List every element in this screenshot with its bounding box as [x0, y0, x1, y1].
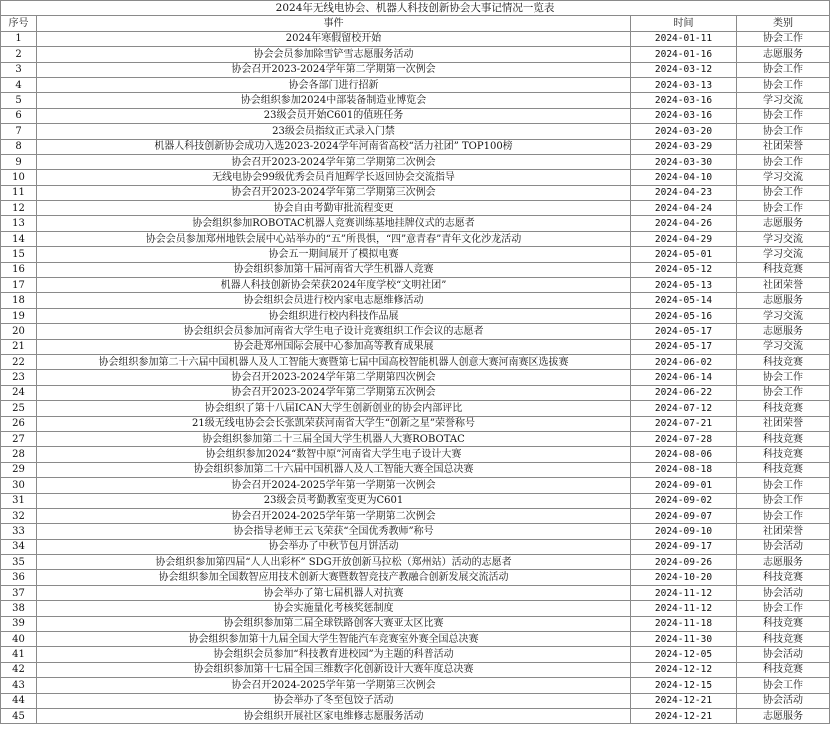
row-index: 2: [1, 47, 37, 62]
row-index: 41: [1, 647, 37, 662]
row-index: 19: [1, 308, 37, 323]
table-row: [1, 508, 830, 523]
row-time: 2024-12-21: [631, 708, 737, 723]
row-event: 机器人科技创新协会荣获2024年度学校“文明社团”: [37, 278, 631, 293]
row-event: 协会组织参加第二届全球铁路创客大赛亚太区比赛: [37, 616, 631, 631]
row-event: 协会各部门进行招新: [37, 77, 631, 92]
header-time: 时间: [631, 16, 737, 31]
row-event: 协会组织会员参加“科技教育进校园”为主题的科普活动: [37, 647, 631, 662]
row-time: 2024-11-12: [631, 601, 737, 616]
row-index: 13: [1, 216, 37, 231]
row-category: 协会工作: [737, 508, 830, 523]
row-index: 33: [1, 524, 37, 539]
row-index: 35: [1, 555, 37, 570]
row-event: 机器人科技创新协会成功入选2023-2024学年河南省高校“活力社团” TOP100榜: [37, 139, 631, 154]
row-time: 2024-10-20: [631, 570, 737, 585]
row-event: 协会举办了冬至包饺子活动: [37, 693, 631, 708]
row-time: 2024-12-21: [631, 693, 737, 708]
row-index: 44: [1, 693, 37, 708]
row-time: 2024-06-14: [631, 370, 737, 385]
row-category: 科技竞赛: [737, 431, 830, 446]
row-event: 协会召开2023-2024学年第二学期第五次例会: [37, 385, 631, 400]
row-event: 协会会员参加郑州地铁会展中心站举办的“五”所畏惧，“四”意青春”青年文化沙龙活动: [37, 231, 631, 246]
row-event: 协会五一期间展开了模拟电赛: [37, 247, 631, 262]
row-event: 协会实施量化考核奖惩制度: [37, 601, 631, 616]
row-category: 协会工作: [737, 154, 830, 169]
row-event: 协会组织参加第二十六届中国机器人及人工智能大赛暨第七届中国高校智能机器人创意大赛河南赛区选拔赛: [37, 354, 631, 369]
row-time: 2024-07-28: [631, 431, 737, 446]
row-category: 协会工作: [737, 201, 830, 216]
row-category: 科技竞赛: [737, 262, 830, 277]
row-time: 2024-04-10: [631, 170, 737, 185]
table-row: [1, 678, 830, 693]
row-event: 23级会员考勤教室变更为C601: [37, 493, 631, 508]
header-category: 类别: [737, 16, 830, 31]
table-row: [1, 632, 830, 647]
table-row: [1, 708, 830, 723]
row-category: 协会工作: [737, 124, 830, 139]
row-index: 8: [1, 139, 37, 154]
row-event: 协会指导老师王云飞荣获“全国优秀教师”称号: [37, 524, 631, 539]
row-time: 2024-04-23: [631, 185, 737, 200]
row-event: 协会召开2023-2024学年第二学期第一次例会: [37, 62, 631, 77]
row-index: 27: [1, 431, 37, 446]
row-category: 学习交流: [737, 339, 830, 354]
table-row: [1, 247, 830, 262]
table-row: [1, 478, 830, 493]
row-time: 2024-03-13: [631, 77, 737, 92]
row-index: 31: [1, 493, 37, 508]
row-index: 3: [1, 62, 37, 77]
table-body: [1, 31, 830, 724]
row-index: 10: [1, 170, 37, 185]
row-event: 协会组织参加第二十六届中国机器人及人工智能大赛全国总决赛: [37, 462, 631, 477]
row-index: 23: [1, 370, 37, 385]
row-category: 协会工作: [737, 478, 830, 493]
row-time: 2024-09-01: [631, 478, 737, 493]
row-index: 20: [1, 324, 37, 339]
row-time: 2024-09-10: [631, 524, 737, 539]
table-row: [1, 201, 830, 216]
table-row: [1, 139, 830, 154]
table-row: [1, 555, 830, 570]
row-index: 40: [1, 632, 37, 647]
row-event: 协会组织进行校内科技作品展: [37, 308, 631, 323]
table-row: [1, 370, 830, 385]
row-category: 学习交流: [737, 247, 830, 262]
row-time: 2024-11-12: [631, 585, 737, 600]
row-category: 志愿服务: [737, 293, 830, 308]
row-category: 协会工作: [737, 678, 830, 693]
row-index: 14: [1, 231, 37, 246]
table-row: [1, 93, 830, 108]
row-event: 协会组织参加第十届河南省大学生机器人竞赛: [37, 262, 631, 277]
row-event: 协会组织参加第十七届全国三维数字化创新设计大赛年度总决赛: [37, 662, 631, 677]
row-time: 2024-09-26: [631, 555, 737, 570]
row-event: 协会组织参加全国数智应用技术创新大赛暨数智竞技产教融合创新发展交流活动: [37, 570, 631, 585]
row-event: 协会召开2024-2025学年第一学期第二次例会: [37, 508, 631, 523]
table-row: [1, 662, 830, 677]
header-index: 序号: [1, 16, 37, 31]
row-event: 协会组织参加第四届“人人出彩杯” SDG开放创新马拉松（郑州站）活动的志愿者: [37, 555, 631, 570]
table-row: [1, 524, 830, 539]
row-index: 21: [1, 339, 37, 354]
table-row: [1, 616, 830, 631]
table-row: [1, 493, 830, 508]
row-time: 2024-09-02: [631, 493, 737, 508]
row-event: 2024年寒假留校开始: [37, 31, 631, 46]
row-category: 协会活动: [737, 647, 830, 662]
table-row: [1, 124, 830, 139]
row-index: 28: [1, 447, 37, 462]
row-event: 协会召开2024-2025学年第一学期第一次例会: [37, 478, 631, 493]
row-event: 协会组织参加ROBOTAC机器人竞赛训练基地挂牌仪式的志愿者: [37, 216, 631, 231]
row-index: 30: [1, 478, 37, 493]
row-index: 22: [1, 354, 37, 369]
row-time: 2024-08-18: [631, 462, 737, 477]
row-index: 43: [1, 678, 37, 693]
row-time: 2024-05-13: [631, 278, 737, 293]
row-event: 协会赴郑州国际会展中心参加高等教育成果展: [37, 339, 631, 354]
row-index: 36: [1, 570, 37, 585]
row-time: 2024-06-22: [631, 385, 737, 400]
table-row: [1, 385, 830, 400]
table-row: [1, 339, 830, 354]
row-index: 25: [1, 401, 37, 416]
row-time: 2024-05-17: [631, 339, 737, 354]
row-time: 2024-04-26: [631, 216, 737, 231]
row-category: 志愿服务: [737, 47, 830, 62]
row-time: 2024-05-14: [631, 293, 737, 308]
row-event: 21级无线电协会会长张凯荣获河南省大学生“创新之星”荣誉称号: [37, 416, 631, 431]
row-event: 协会召开2023-2024学年第二学期第四次例会: [37, 370, 631, 385]
table-row: [1, 170, 830, 185]
row-time: 2024-01-11: [631, 31, 737, 46]
row-time: 2024-08-06: [631, 447, 737, 462]
row-index: 34: [1, 539, 37, 554]
row-category: 科技竞赛: [737, 616, 830, 631]
row-time: 2024-12-05: [631, 647, 737, 662]
table-row: [1, 293, 830, 308]
row-time: 2024-05-16: [631, 308, 737, 323]
table-row: [1, 585, 830, 600]
row-category: 科技竞赛: [737, 354, 830, 369]
row-time: 2024-11-30: [631, 632, 737, 647]
row-index: 11: [1, 185, 37, 200]
row-category: 社团荣誉: [737, 524, 830, 539]
row-event: 无线电协会99级优秀会员肖旭辉学长返回协会交流指导: [37, 170, 631, 185]
row-event: 协会举办了第七届机器人对抗赛: [37, 585, 631, 600]
row-time: 2024-03-12: [631, 62, 737, 77]
row-category: 科技竞赛: [737, 632, 830, 647]
row-time: 2024-03-29: [631, 139, 737, 154]
row-event: 23级会员开始C601的值班任务: [37, 108, 631, 123]
row-event: 协会组织参加第十九届全国大学生智能汽车竞赛室外赛全国总决赛: [37, 632, 631, 647]
row-category: 协会活动: [737, 693, 830, 708]
table-row: [1, 278, 830, 293]
row-category: 协会活动: [737, 585, 830, 600]
table-row: [1, 216, 830, 231]
row-time: 2024-03-20: [631, 124, 737, 139]
table-row: [1, 401, 830, 416]
table-row: [1, 231, 830, 246]
table-row: [1, 62, 830, 77]
row-index: 16: [1, 262, 37, 277]
row-index: 42: [1, 662, 37, 677]
row-category: 科技竞赛: [737, 662, 830, 677]
table-row: [1, 647, 830, 662]
table-row: [1, 431, 830, 446]
row-event: 协会组织参加第二十三届全国大学生机器人大赛ROBOTAC: [37, 431, 631, 446]
row-time: 2024-05-12: [631, 262, 737, 277]
row-category: 学习交流: [737, 170, 830, 185]
row-event: 协会召开2023-2024学年第二学期第三次例会: [37, 185, 631, 200]
row-index: 7: [1, 124, 37, 139]
table-row: [1, 539, 830, 554]
row-time: 2024-03-16: [631, 108, 737, 123]
row-category: 志愿服务: [737, 216, 830, 231]
row-time: 2024-09-17: [631, 539, 737, 554]
row-time: 2024-06-02: [631, 354, 737, 369]
row-time: 2024-09-07: [631, 508, 737, 523]
row-index: 1: [1, 31, 37, 46]
table-row: [1, 447, 830, 462]
table-row: [1, 693, 830, 708]
row-index: 45: [1, 708, 37, 723]
table-title: 2024年无线电协会、机器人科技创新协会大事记情况一览表: [1, 1, 830, 16]
table-row: [1, 47, 830, 62]
row-index: 5: [1, 93, 37, 108]
row-category: 协会工作: [737, 493, 830, 508]
row-event: 协会组织了第十八届ICAN大学生创新创业的协会内部评比: [37, 401, 631, 416]
row-category: 学习交流: [737, 308, 830, 323]
row-category: 协会工作: [737, 185, 830, 200]
table-row: [1, 462, 830, 477]
table-row: [1, 108, 830, 123]
row-time: 2024-05-17: [631, 324, 737, 339]
row-index: 26: [1, 416, 37, 431]
table-row: [1, 570, 830, 585]
row-category: 协会工作: [737, 601, 830, 616]
row-category: 科技竞赛: [737, 570, 830, 585]
row-event: 协会组织参加2024中部装备制造业博览会: [37, 93, 631, 108]
table-row: [1, 308, 830, 323]
row-time: 2024-04-24: [631, 201, 737, 216]
row-category: 科技竞赛: [737, 401, 830, 416]
row-time: 2024-05-01: [631, 247, 737, 262]
row-index: 38: [1, 601, 37, 616]
row-category: 社团荣誉: [737, 278, 830, 293]
row-category: 协会工作: [737, 31, 830, 46]
row-index: 24: [1, 385, 37, 400]
row-category: 志愿服务: [737, 555, 830, 570]
row-event: 协会召开2023-2024学年第二学期第二次例会: [37, 154, 631, 169]
table-row: [1, 77, 830, 92]
row-category: 协会工作: [737, 62, 830, 77]
row-event: 23级会员指纹正式录入门禁: [37, 124, 631, 139]
row-time: 2024-04-29: [631, 231, 737, 246]
row-event: 协会举办了中秋节包月饼活动: [37, 539, 631, 554]
row-index: 29: [1, 462, 37, 477]
row-event: 协会自由考勤审批流程变更: [37, 201, 631, 216]
row-event: 协会组织开展社区家电维修志愿服务活动: [37, 708, 631, 723]
row-index: 9: [1, 154, 37, 169]
row-event: 协会组织会员参加河南省大学生电子设计竞赛组织工作会议的志愿者: [37, 324, 631, 339]
table-row: [1, 262, 830, 277]
row-time: 2024-03-30: [631, 154, 737, 169]
table-row: [1, 185, 830, 200]
row-category: 协会活动: [737, 539, 830, 554]
row-category: 社团荣誉: [737, 139, 830, 154]
table-row: [1, 416, 830, 431]
table-row: [1, 354, 830, 369]
table-row: [1, 601, 830, 616]
row-index: 12: [1, 201, 37, 216]
row-event: 协会会员参加除雪铲雪志愿服务活动: [37, 47, 631, 62]
row-event: 协会组织会员进行校内家电志愿维修活动: [37, 293, 631, 308]
row-time: 2024-12-15: [631, 678, 737, 693]
row-category: 志愿服务: [737, 708, 830, 723]
row-index: 32: [1, 508, 37, 523]
row-category: 社团荣誉: [737, 416, 830, 431]
row-index: 39: [1, 616, 37, 631]
row-category: 学习交流: [737, 93, 830, 108]
row-time: 2024-12-12: [631, 662, 737, 677]
table-row: [1, 31, 830, 46]
row-category: 学习交流: [737, 231, 830, 246]
row-index: 6: [1, 108, 37, 123]
row-category: 协会工作: [737, 370, 830, 385]
row-index: 37: [1, 585, 37, 600]
row-time: 2024-07-21: [631, 416, 737, 431]
row-category: 科技竞赛: [737, 447, 830, 462]
row-category: 志愿服务: [737, 324, 830, 339]
row-category: 协会工作: [737, 108, 830, 123]
row-index: 15: [1, 247, 37, 262]
row-time: 2024-01-16: [631, 47, 737, 62]
row-category: 科技竞赛: [737, 462, 830, 477]
row-index: 4: [1, 77, 37, 92]
row-time: 2024-03-16: [631, 93, 737, 108]
row-index: 17: [1, 278, 37, 293]
table-row: [1, 324, 830, 339]
row-event: 协会组织参加2024“数智中原”河南省大学生电子设计大赛: [37, 447, 631, 462]
row-index: 18: [1, 293, 37, 308]
table-row: [1, 154, 830, 169]
row-category: 协会工作: [737, 385, 830, 400]
row-category: 协会工作: [737, 77, 830, 92]
row-time: 2024-11-18: [631, 616, 737, 631]
row-event: 协会召开2024-2025学年第一学期第三次例会: [37, 678, 631, 693]
row-time: 2024-07-12: [631, 401, 737, 416]
header-event: 事件: [37, 16, 631, 31]
